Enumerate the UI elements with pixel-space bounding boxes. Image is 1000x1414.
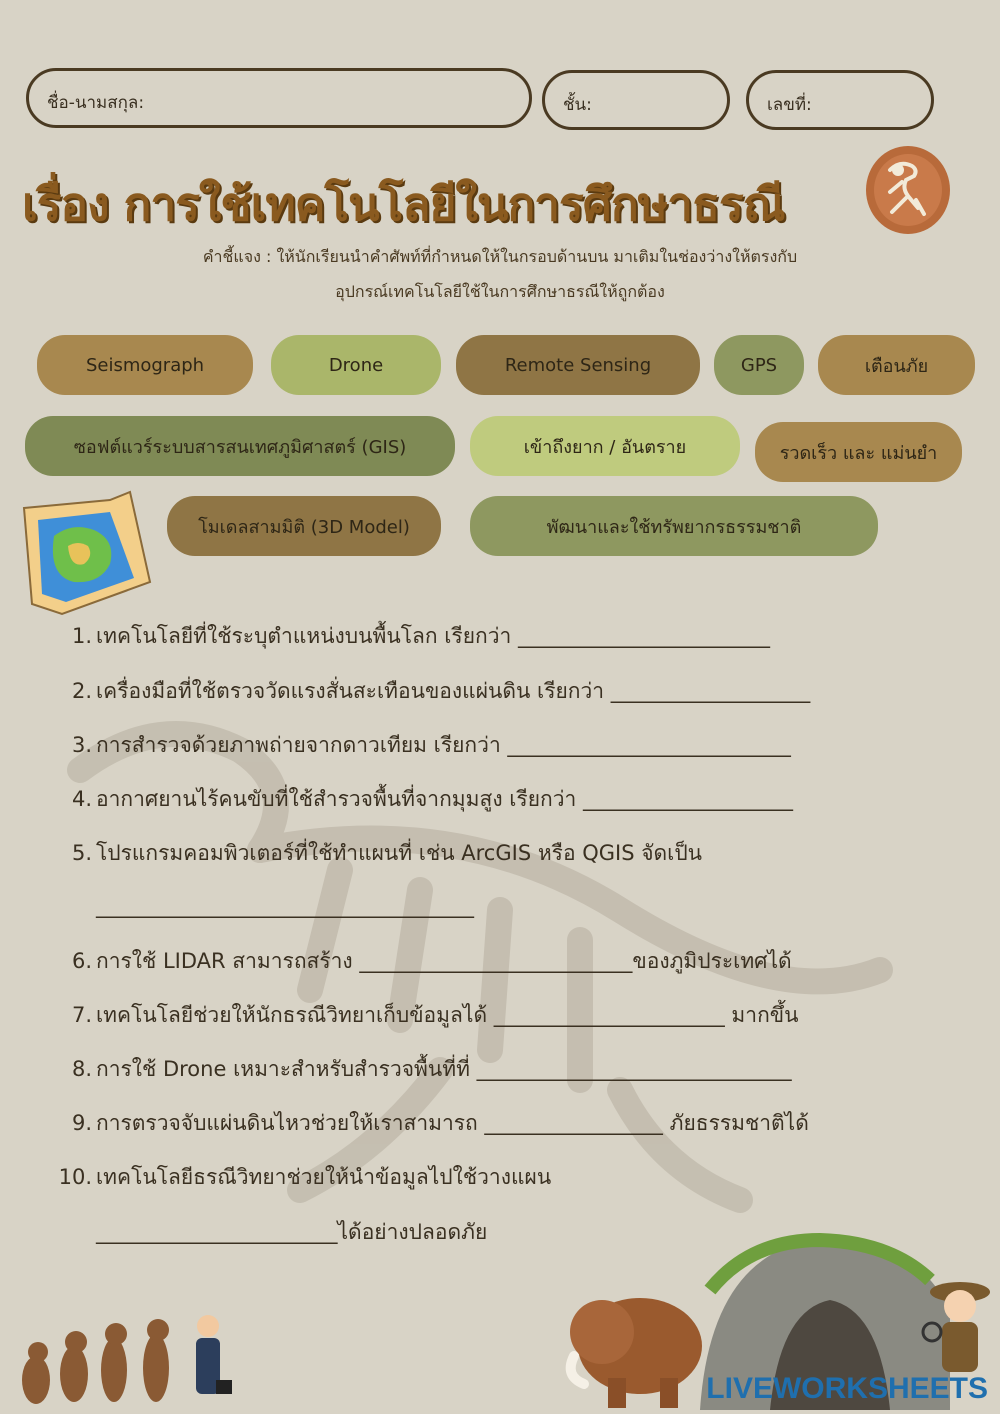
name-field[interactable] [26,68,532,128]
question-number: 6. [71,949,92,973]
chip-label: Remote Sensing [504,354,652,376]
chip-label: Drone [328,354,384,376]
question-6 [52,945,792,978]
question-number: 9. [71,1111,92,1135]
word-chip-hard-to-reach[interactable] [470,416,740,476]
question-text: โปรแกรมคอมพิวเตอร์ที่ใช้ทำแผนที่ เช่น ArcGIS หรือ QGIS จัดเป็น [96,841,703,865]
question-number: 3. [71,733,92,757]
instructions-line-1: คำชี้แจง : ให้นักเรียนนำคำศัพท์ที่กำหนดให้ในกรอบด้านบน มาเติมในช่องว่างให้ตรงกับ [202,247,798,266]
question-10 [52,1161,551,1194]
question-4 [52,783,793,816]
question-10-answer-blank[interactable]: _______________________ได้อย่างปลอดภัย [96,1220,488,1244]
word-chip-3d-model[interactable] [167,496,441,556]
question-text: การตรวจจับแผ่นดินไหวช่วยให้เราสามารถ _________________ ภัยธรรมชาติได้ [96,1111,809,1135]
chip-label: เข้าถึงยาก / อันตราย [523,436,687,458]
question-text: เทคโนโลยีธรณีวิทยาช่วยให้นำข้อมูลไปใช้วางแผน [96,1165,552,1189]
question-text: เทคโนโลยีช่วยให้นักธรณีวิทยาเก็บข้อมูลได้ ______________________ มากขึ้น [96,1003,799,1027]
question-number: 10. [58,1165,92,1189]
question-5 [52,837,702,870]
chip-label: Seismograph [85,354,205,376]
word-chip-gis[interactable] [25,416,455,476]
word-chip-seismograph[interactable] [37,335,253,395]
question-number: 1. [71,624,92,648]
question-number: 8. [71,1057,92,1081]
word-chip-warning[interactable] [818,335,975,395]
chip-label: พัฒนาและใช้ทรัพยากรธรรมชาติ [546,516,802,538]
chip-label: รวดเร็ว และ แม่นยำ [779,442,938,464]
number-field[interactable] [746,70,934,130]
question-text: เทคโนโลยีที่ใช้ระบุตำแหน่งบนพื้นโลก เรียกว่า ________________________ [96,624,770,648]
mammoth-illustration-icon [560,1286,710,1410]
chip-label: เตือนภัย [864,355,929,377]
word-chip-fast-accurate[interactable] [755,422,962,482]
question-text: การใช้ Drone เหมาะสำหรับสำรวจพื้นที่ที่ ______________________________ [96,1057,792,1081]
human-evolution-illustration-icon [14,1310,234,1410]
question-text: อากาศยานไร้คนขับที่ใช้สำรวจพื้นที่จากมุมสูง เรียกว่า ____________________ [96,787,793,811]
question-text: การใช้ LIDAR สามารถสร้าง __________________________ของภูมิประเทศได้ [96,949,792,973]
question-5-answer-blank[interactable]: ____________________________________ [96,894,474,918]
class-field[interactable] [542,70,730,130]
question-3 [52,729,791,762]
question-number: 7. [71,1003,92,1027]
word-chip-drone[interactable] [271,335,441,395]
question-8 [52,1053,792,1086]
page-title: เรื่อง การใช้เทคโนโลยีในการศึกษาธรณี [22,177,785,231]
question-text: เครื่องมือที่ใช้ตรวจวัดแรงสั่นสะเทือนของแผ่นดิน เรียกว่า ___________________ [96,679,811,703]
word-chip-resource-development[interactable] [470,496,878,556]
chip-label: ซอฟต์แวร์ระบบสารสนเทศภูมิศาสตร์ (GIS) [73,436,407,458]
class-label: ชั้น: [563,95,592,115]
question-7 [52,999,799,1032]
word-chip-gps[interactable] [714,335,804,395]
name-label: ชื่อ-นามสกุล: [47,93,145,113]
question-number: 4. [71,787,92,811]
question-number: 2. [71,679,92,703]
number-label: เลขที่: [767,95,812,115]
chip-label: โมเดลสามมิติ (3D Model) [198,516,410,538]
dinosaur-fossil-icon [862,140,954,236]
question-9 [52,1107,809,1140]
instructions-line-2: อุปกรณ์เทคโนโลยีใช้ในการศึกษาธรณีให้ถูกต้อง [335,282,665,301]
question-2 [52,675,810,708]
question-number: 5. [71,841,92,865]
question-text: การสำรวจด้วยภาพถ่ายจากดาวเทียม เรียกว่า ___________________________ [96,733,791,757]
word-chip-remote-sensing[interactable] [456,335,700,395]
explorer-girl-illustration-icon [920,1276,994,1386]
treasure-map-icon [18,486,158,616]
question-1 [52,620,770,653]
liveworksheets-watermark: LIVEWORKSHEETS [706,1372,988,1405]
chip-label: GPS [740,354,778,376]
